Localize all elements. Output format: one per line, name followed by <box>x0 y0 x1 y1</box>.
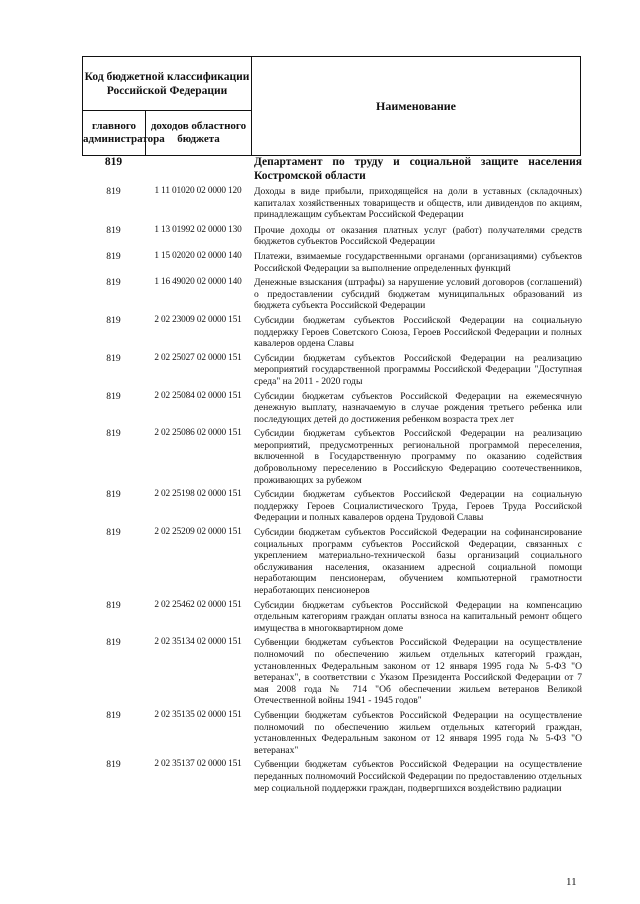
row-name: Субсидии бюджетам субъектов Российской Федерации на реализацию мероприятий, предусмотренных региональной программой переселения, включенной в Государственную программу по оказанию содействия добровольному переселению в Российскую Федерацию соотечественников, проживающих за рубежом <box>254 428 582 486</box>
row-income-code: 1 15 02020 02 0000 140 <box>154 250 242 261</box>
row-admin-code: 819 <box>106 637 121 649</box>
row-income-code: 2 02 35137 02 0000 151 <box>154 759 242 770</box>
row-income-code: 1 11 01020 02 0000 120 <box>154 186 242 196</box>
row-admin-code: 819 <box>106 527 121 539</box>
row-income-code: 2 02 23009 02 0000 151 <box>154 314 242 325</box>
table-row <box>82 428 580 486</box>
row-income-code: 2 02 25209 02 0000 151 <box>154 527 242 538</box>
table-row <box>82 710 580 756</box>
row-name: Субсидии бюджетам субъектов Российской Федерации на софинансирование социальных программ субъектов Российской Федерации, связанных с укреплением материально-технической базы организаций социального обслуживания населения, оказанием адресной социальной помощи неработающим пенсионерам, обучением компьютерной грамотности неработающих пенсионеров <box>254 527 582 596</box>
department-code: 819 <box>104 156 123 168</box>
table-row <box>82 353 580 388</box>
table-row <box>82 277 580 312</box>
row-income-code: 2 02 35135 02 0000 151 <box>154 709 242 720</box>
table-row <box>82 489 580 524</box>
row-admin-code: 819 <box>106 186 121 197</box>
table-body <box>82 155 580 794</box>
row-admin-code: 819 <box>106 390 121 402</box>
table-row <box>82 251 580 274</box>
row-admin-code: 819 <box>106 250 121 262</box>
department-name: Департамент по труду и социальной защите населения Костромской области <box>254 156 582 182</box>
department-row <box>82 155 580 183</box>
table-row <box>82 527 580 597</box>
row-name: Субвенции бюджетам субъектов Российской Федерации на осуществление полномочий по обеспечению жильем отдельных категорий граждан, установленных Федеральным законом от 12 января 1995 года № 5-ФЗ "О ветеранах" <box>254 709 582 756</box>
table-row <box>82 391 580 426</box>
row-name: Денежные взыскания (штрафы) за нарушение условий договоров (соглашений) о предоставлении субсидий бюджетам муниципальных образований из бюджета субъекта Российской Федерации <box>254 277 582 312</box>
row-income-code: 2 02 25084 02 0000 151 <box>154 390 242 401</box>
header-income: доходов областного бюджета <box>146 111 252 156</box>
row-income-code: 1 13 01992 02 0000 130 <box>154 224 242 235</box>
row-admin-code: 819 <box>106 352 121 364</box>
row-name: Субвенции бюджетам субъектов Российской Федерации на осуществление переданных полномочий Российской Федерации по предоставлению отдельных мер социальной поддержки граждан, подвергшихся воздействию радиации <box>254 759 582 794</box>
row-income-code: 2 02 25198 02 0000 151 <box>154 489 242 500</box>
row-name: Доходы в виде прибыли, приходящейся на доли в уставных (складочных) капиталах хозяйственных товариществ и обществ, или дивидендов по акциям, принадлежащим субъектам Российской Федерации <box>254 186 582 221</box>
row-income-code: 2 02 25462 02 0000 151 <box>154 599 242 610</box>
row-admin-code: 819 <box>106 314 121 326</box>
page-number: 11 <box>566 876 577 888</box>
row-name: Платежи, взимаемые государственными органами (организациями) субъектов Российской Федерации за выполнение определенных функций <box>254 250 582 274</box>
row-income-code: 2 02 35134 02 0000 151 <box>154 637 242 648</box>
header-admin: главного администратора <box>83 111 146 156</box>
table-row <box>82 315 580 350</box>
department-code-empty <box>145 155 251 183</box>
row-admin-code: 819 <box>106 277 121 289</box>
row-name: Субсидии бюджетам субъектов Российской Федерации на социальную поддержку Героев Социалистического Труда, Героев Труда Российской Федерации и полных кавалеров ордена Трудовой Славы <box>254 489 582 524</box>
row-admin-code: 819 <box>106 709 121 721</box>
row-name: Субсидии бюджетам субъектов Российской Федерации на реализацию мероприятий государственной программы Российской Федерации "Доступная среда" на 2011 - 2020 годы <box>254 352 582 387</box>
row-admin-code: 819 <box>106 489 121 501</box>
row-admin-code: 819 <box>106 759 121 771</box>
row-name: Субсидии бюджетам субъектов Российской Федерации на компенсацию отдельным категориям граждан оплаты взноса на капитальный ремонт общего имущества в многоквартирном доме <box>254 599 582 634</box>
row-admin-code: 819 <box>106 599 121 611</box>
row-name: Субсидии бюджетам субъектов Российской Федерации на социальную поддержку Героев Советского Союза, Героев Российской Федерации и полных кавалеров ордена Славы <box>254 314 582 350</box>
table-row <box>82 637 580 707</box>
table-row <box>82 186 580 221</box>
header-code-group: Код бюджетной классификации Российской Федерации <box>83 57 252 111</box>
table-header <box>82 56 581 156</box>
table-row <box>82 600 580 635</box>
row-name: Субвенции бюджетам субъектов Российской Федерации на осуществление полномочий по обеспечению жильем отдельных категорий граждан, установленных Федеральным законом от 12 января 1995 года № 5-ФЗ "О ветеранах", в соответствии с Указом Президента Российской Федерации от 7 мая 2008 года № 714 "Об обеспечении жильем ветеранов Великой Отечественной войны 1941 - 1945 годов" <box>254 637 582 707</box>
row-income-code: 1 16 49020 02 0000 140 <box>154 277 242 288</box>
row-admin-code: 819 <box>106 224 121 236</box>
header-name: Наименование <box>252 57 581 156</box>
row-name: Прочие доходы от оказания платных услуг (работ) получателями средств бюджетов субъектов Российской Федерации <box>254 224 582 248</box>
row-name: Субсидии бюджетам субъектов Российской Федерации на ежемесячную денежную выплату, назначаемую в случае рождения третьего ребенка или последующих детей до достижения ребенком возраста трех лет <box>254 390 582 425</box>
table-row <box>82 759 580 794</box>
row-admin-code: 819 <box>106 428 121 440</box>
row-income-code: 2 02 25086 02 0000 151 <box>154 428 242 439</box>
row-income-code: 2 02 25027 02 0000 151 <box>154 352 242 363</box>
table-row <box>82 225 580 248</box>
